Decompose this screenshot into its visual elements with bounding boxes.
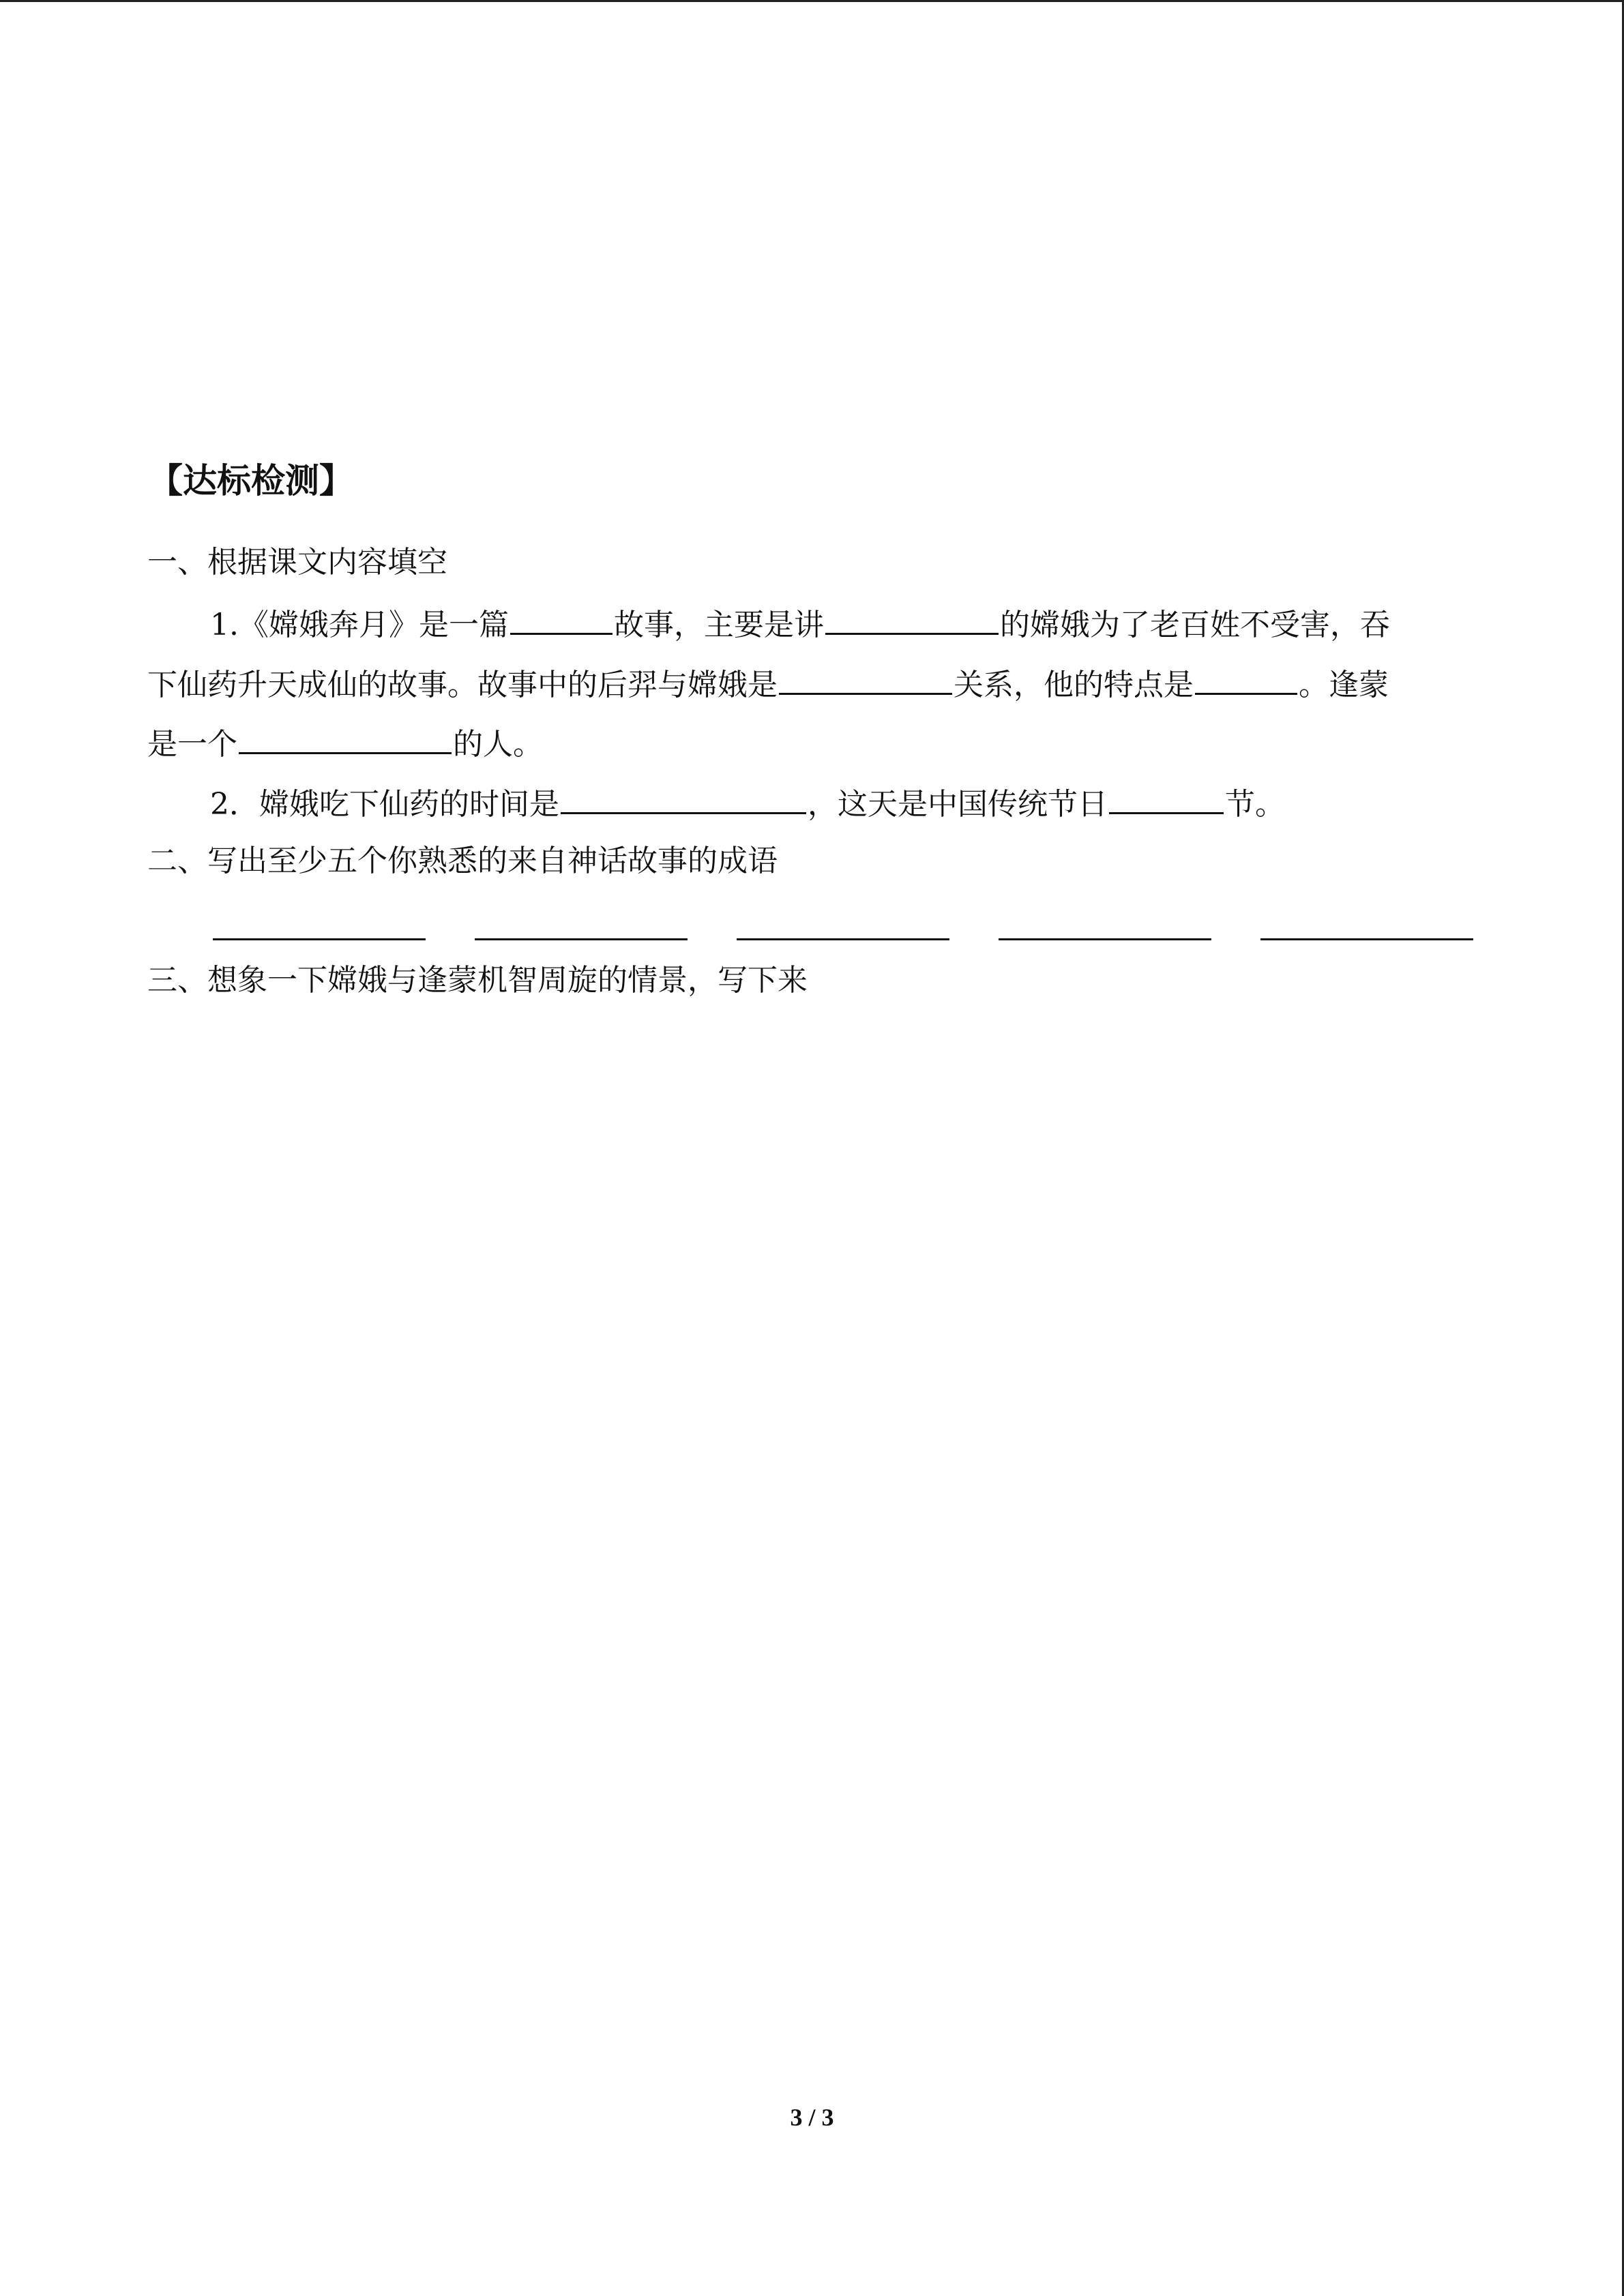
q1-blank-story-type[interactable] xyxy=(510,601,612,635)
q2-blank-festival[interactable] xyxy=(1109,781,1224,814)
q1-text-3: 的嫦娥为了老百姓不受害，吞 xyxy=(999,608,1390,642)
q2-text-1: 2．嫦娥吃下仙药的时间是 xyxy=(210,787,559,822)
q2-blank-time[interactable] xyxy=(561,781,806,814)
q1-text-1: 1.《嫦娥奔月》是一篇 xyxy=(210,608,509,642)
q1-blank-chang-e-trait[interactable] xyxy=(825,601,999,635)
idiom-blank-1[interactable] xyxy=(213,938,426,940)
q1-text-4: 下仙药升天成仙的故事。故事中的后羿与嫦娥是 xyxy=(147,668,778,702)
idiom-blank-4[interactable] xyxy=(999,938,1211,940)
idiom-blank-3[interactable] xyxy=(737,938,949,940)
q1-text-8: 的人。 xyxy=(453,727,543,762)
part1-heading: 一、根据课文内容填空 xyxy=(147,545,447,580)
page-number: 3 / 3 xyxy=(790,2104,834,2131)
q1-text-6: 。逢蒙 xyxy=(1299,668,1389,702)
q1-text-2: 故事，主要是讲 xyxy=(613,608,824,642)
section-title: 【达标检测】 xyxy=(149,460,353,501)
q2-text-3: 节。 xyxy=(1225,787,1285,822)
question-1-line-1 xyxy=(210,601,1390,646)
q1-blank-fengmeng-trait[interactable] xyxy=(239,721,452,754)
part2-heading: 二、写出至少五个你熟悉的来自神话故事的成语 xyxy=(147,844,778,878)
q2-text-2: ，这天是中国传统节日 xyxy=(808,787,1108,822)
idiom-blank-2[interactable] xyxy=(475,938,688,940)
q1-text-5: 关系，他的特点是 xyxy=(954,668,1194,702)
part3-heading: 三、想象一下嫦娥与逢蒙机智周旋的情景，写下来 xyxy=(147,963,808,998)
q1-text-7: 是一个 xyxy=(147,727,237,762)
page-top-border xyxy=(0,0,1624,2)
idiom-blank-5[interactable] xyxy=(1260,938,1473,940)
question-2-line xyxy=(210,781,1285,825)
q1-blank-houyi-trait[interactable] xyxy=(1195,661,1297,695)
question-1-line-2 xyxy=(147,661,1389,706)
question-1-line-3 xyxy=(147,721,543,765)
idiom-answer-row xyxy=(213,908,1475,942)
q1-blank-relationship[interactable] xyxy=(779,661,952,695)
